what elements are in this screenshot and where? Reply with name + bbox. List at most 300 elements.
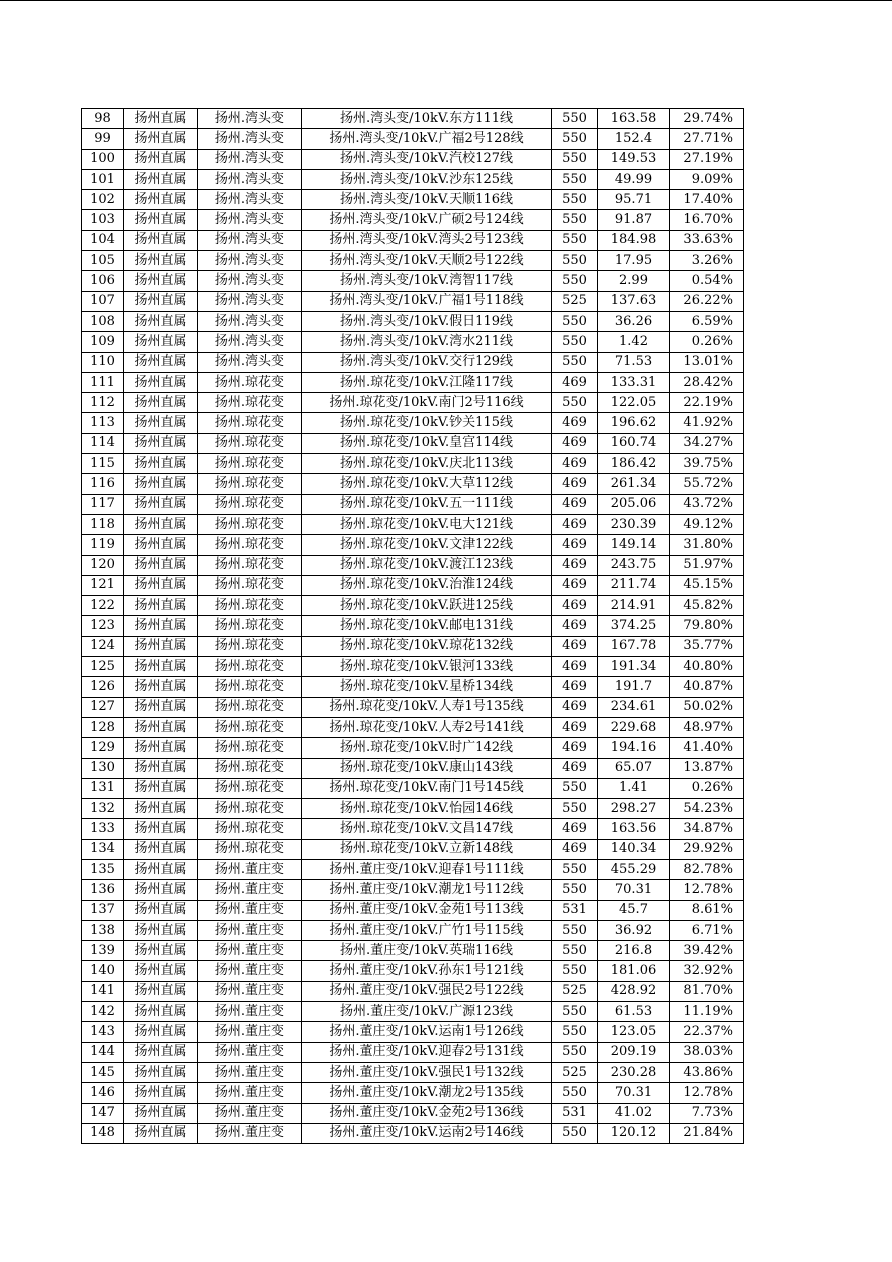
company-cell: 扬州直属 xyxy=(124,697,198,717)
substation-cell: 扬州.琼花变 xyxy=(198,494,302,514)
load-rate-cell: 29.74% xyxy=(670,109,744,129)
load-rate-cell: 12.78% xyxy=(670,880,744,900)
feeder-line-cell: 扬州.琼花变/10kV.江隆117线 xyxy=(302,372,552,392)
company-cell: 扬州直属 xyxy=(124,352,198,372)
load-value-cell: 230.28 xyxy=(598,1062,670,1082)
row-index-cell: 140 xyxy=(82,961,124,981)
substation-cell: 扬州.湾头变 xyxy=(198,291,302,311)
substation-cell: 扬州.琼花变 xyxy=(198,393,302,413)
load-rate-cell: 38.03% xyxy=(670,1042,744,1062)
load-rate-cell: 43.72% xyxy=(670,494,744,514)
company-cell: 扬州直属 xyxy=(124,169,198,189)
load-rate-cell: 6.71% xyxy=(670,920,744,940)
company-cell: 扬州直属 xyxy=(124,657,198,677)
table-row xyxy=(82,311,744,331)
feeder-line-cell: 扬州.琼花变/10kV.人寿1号135线 xyxy=(302,697,552,717)
table-row xyxy=(82,454,744,474)
company-cell: 扬州直属 xyxy=(124,1042,198,1062)
feeder-line-cell: 扬州.琼花变/10kV.电大121线 xyxy=(302,514,552,534)
company-cell: 扬州直属 xyxy=(124,372,198,392)
table-row xyxy=(82,393,744,413)
load-rate-cell: 0.26% xyxy=(670,332,744,352)
rated-capacity-cell: 550 xyxy=(552,1002,598,1022)
company-cell: 扬州直属 xyxy=(124,210,198,230)
feeder-line-cell: 扬州.琼花变/10kV.人寿2号141线 xyxy=(302,717,552,737)
row-index-cell: 143 xyxy=(82,1022,124,1042)
row-index-cell: 146 xyxy=(82,1083,124,1103)
substation-cell: 扬州.琼花变 xyxy=(198,514,302,534)
company-cell: 扬州直属 xyxy=(124,555,198,575)
load-value-cell: 234.61 xyxy=(598,697,670,717)
table-row xyxy=(82,190,744,210)
table-row xyxy=(82,758,744,778)
load-rate-cell: 17.40% xyxy=(670,190,744,210)
table-body xyxy=(82,109,744,1144)
table-row xyxy=(82,230,744,250)
load-value-cell: 196.62 xyxy=(598,413,670,433)
load-value-cell: 229.68 xyxy=(598,717,670,737)
company-cell: 扬州直属 xyxy=(124,616,198,636)
company-cell: 扬州直属 xyxy=(124,636,198,656)
substation-cell: 扬州.湾头变 xyxy=(198,332,302,352)
feeder-line-cell: 扬州.湾头变/10kV.交行129线 xyxy=(302,352,552,372)
table-row xyxy=(82,859,744,879)
table-row xyxy=(82,251,744,271)
load-value-cell: 1.41 xyxy=(598,778,670,798)
load-value-cell: 120.12 xyxy=(598,1123,670,1143)
substation-cell: 扬州.董庄变 xyxy=(198,880,302,900)
table-row xyxy=(82,900,744,920)
load-value-cell: 137.63 xyxy=(598,291,670,311)
load-rate-cell: 48.97% xyxy=(670,717,744,737)
load-value-cell: 181.06 xyxy=(598,961,670,981)
row-index-cell: 144 xyxy=(82,1042,124,1062)
feeder-line-cell: 扬州.琼花变/10kV.文津122线 xyxy=(302,535,552,555)
rated-capacity-cell: 550 xyxy=(552,129,598,149)
table-row xyxy=(82,535,744,555)
substation-cell: 扬州.董庄变 xyxy=(198,1022,302,1042)
substation-cell: 扬州.琼花变 xyxy=(198,799,302,819)
feeder-line-cell: 扬州.琼花变/10kV.庆北113线 xyxy=(302,454,552,474)
company-cell: 扬州直属 xyxy=(124,393,198,413)
company-cell: 扬州直属 xyxy=(124,961,198,981)
substation-cell: 扬州.董庄变 xyxy=(198,941,302,961)
rated-capacity-cell: 525 xyxy=(552,1062,598,1082)
row-index-cell: 110 xyxy=(82,352,124,372)
load-rate-cell: 41.40% xyxy=(670,738,744,758)
load-value-cell: 65.07 xyxy=(598,758,670,778)
rated-capacity-cell: 469 xyxy=(552,433,598,453)
rated-capacity-cell: 469 xyxy=(552,596,598,616)
substation-cell: 扬州.湾头变 xyxy=(198,271,302,291)
rated-capacity-cell: 469 xyxy=(552,616,598,636)
feeder-line-cell: 扬州.琼花变/10kV.钞关115线 xyxy=(302,413,552,433)
load-rate-cell: 81.70% xyxy=(670,981,744,1001)
load-value-cell: 41.02 xyxy=(598,1103,670,1123)
rated-capacity-cell: 550 xyxy=(552,169,598,189)
load-rate-cell: 40.80% xyxy=(670,657,744,677)
substation-cell: 扬州.湾头变 xyxy=(198,129,302,149)
row-index-cell: 99 xyxy=(82,129,124,149)
feeder-load-table xyxy=(81,108,744,1144)
load-value-cell: 428.92 xyxy=(598,981,670,1001)
substation-cell: 扬州.琼花变 xyxy=(198,474,302,494)
substation-cell: 扬州.琼花变 xyxy=(198,697,302,717)
feeder-line-cell: 扬州.琼花变/10kV.星桥134线 xyxy=(302,677,552,697)
feeder-line-cell: 扬州.湾头变/10kV.汽校127线 xyxy=(302,149,552,169)
load-value-cell: 133.31 xyxy=(598,372,670,392)
rated-capacity-cell: 550 xyxy=(552,1123,598,1143)
substation-cell: 扬州.琼花变 xyxy=(198,433,302,453)
load-value-cell: 36.26 xyxy=(598,311,670,331)
rated-capacity-cell: 550 xyxy=(552,1083,598,1103)
feeder-line-cell: 扬州.琼花变/10kV.大草112线 xyxy=(302,474,552,494)
feeder-line-cell: 扬州.湾头变/10kV.沙东125线 xyxy=(302,169,552,189)
row-index-cell: 109 xyxy=(82,332,124,352)
row-index-cell: 106 xyxy=(82,271,124,291)
company-cell: 扬州直属 xyxy=(124,413,198,433)
company-cell: 扬州直属 xyxy=(124,677,198,697)
row-index-cell: 136 xyxy=(82,880,124,900)
substation-cell: 扬州.董庄变 xyxy=(198,1103,302,1123)
substation-cell: 扬州.董庄变 xyxy=(198,1123,302,1143)
table-row xyxy=(82,920,744,940)
table-row xyxy=(82,372,744,392)
feeder-line-cell: 扬州.湾头变/10kV.天顺116线 xyxy=(302,190,552,210)
rated-capacity-cell: 469 xyxy=(552,454,598,474)
feeder-line-cell: 扬州.琼花变/10kV.银河133线 xyxy=(302,657,552,677)
table-row xyxy=(82,1042,744,1062)
substation-cell: 扬州.董庄变 xyxy=(198,1083,302,1103)
feeder-line-cell: 扬州.湾头变/10kV.广福1号118线 xyxy=(302,291,552,311)
rated-capacity-cell: 550 xyxy=(552,251,598,271)
rated-capacity-cell: 550 xyxy=(552,332,598,352)
rated-capacity-cell: 469 xyxy=(552,657,598,677)
row-index-cell: 101 xyxy=(82,169,124,189)
table-row xyxy=(82,596,744,616)
load-rate-cell: 45.82% xyxy=(670,596,744,616)
load-rate-cell: 7.73% xyxy=(670,1103,744,1123)
load-rate-cell: 79.80% xyxy=(670,616,744,636)
row-index-cell: 128 xyxy=(82,717,124,737)
feeder-line-cell: 扬州.董庄变/10kV.迎春2号131线 xyxy=(302,1042,552,1062)
row-index-cell: 137 xyxy=(82,900,124,920)
load-rate-cell: 27.71% xyxy=(670,129,744,149)
table-row xyxy=(82,778,744,798)
load-value-cell: 1.42 xyxy=(598,332,670,352)
substation-cell: 扬州.琼花变 xyxy=(198,636,302,656)
load-rate-cell: 26.22% xyxy=(670,291,744,311)
load-rate-cell: 27.19% xyxy=(670,149,744,169)
load-value-cell: 163.58 xyxy=(598,109,670,129)
substation-cell: 扬州.琼花变 xyxy=(198,758,302,778)
feeder-line-cell: 扬州.董庄变/10kV.金苑2号136线 xyxy=(302,1103,552,1123)
row-index-cell: 111 xyxy=(82,372,124,392)
company-cell: 扬州直属 xyxy=(124,799,198,819)
table-row xyxy=(82,1062,744,1082)
rated-capacity-cell: 469 xyxy=(552,677,598,697)
load-rate-cell: 3.26% xyxy=(670,251,744,271)
rated-capacity-cell: 550 xyxy=(552,880,598,900)
rated-capacity-cell: 469 xyxy=(552,839,598,859)
company-cell: 扬州直属 xyxy=(124,900,198,920)
load-rate-cell: 39.42% xyxy=(670,941,744,961)
rated-capacity-cell: 550 xyxy=(552,799,598,819)
company-cell: 扬州直属 xyxy=(124,1022,198,1042)
company-cell: 扬州直属 xyxy=(124,738,198,758)
substation-cell: 扬州.董庄变 xyxy=(198,1062,302,1082)
company-cell: 扬州直属 xyxy=(124,291,198,311)
table-row xyxy=(82,839,744,859)
feeder-line-cell: 扬州.董庄变/10kV.英瑞116线 xyxy=(302,941,552,961)
rated-capacity-cell: 469 xyxy=(552,819,598,839)
row-index-cell: 129 xyxy=(82,738,124,758)
load-rate-cell: 32.92% xyxy=(670,961,744,981)
row-index-cell: 123 xyxy=(82,616,124,636)
substation-cell: 扬州.琼花变 xyxy=(198,717,302,737)
substation-cell: 扬州.琼花变 xyxy=(198,819,302,839)
row-index-cell: 147 xyxy=(82,1103,124,1123)
substation-cell: 扬州.琼花变 xyxy=(198,616,302,636)
rated-capacity-cell: 550 xyxy=(552,859,598,879)
row-index-cell: 133 xyxy=(82,819,124,839)
table-row xyxy=(82,352,744,372)
load-value-cell: 95.71 xyxy=(598,190,670,210)
row-index-cell: 103 xyxy=(82,210,124,230)
feeder-line-cell: 扬州.琼花变/10kV.跃进125线 xyxy=(302,596,552,616)
load-value-cell: 191.34 xyxy=(598,657,670,677)
load-value-cell: 186.42 xyxy=(598,454,670,474)
company-cell: 扬州直属 xyxy=(124,474,198,494)
row-index-cell: 126 xyxy=(82,677,124,697)
feeder-line-cell: 扬州.琼花变/10kV.文昌147线 xyxy=(302,819,552,839)
load-value-cell: 152.4 xyxy=(598,129,670,149)
feeder-line-cell: 扬州.湾头变/10kV.天顺2号122线 xyxy=(302,251,552,271)
load-rate-cell: 8.61% xyxy=(670,900,744,920)
load-value-cell: 140.34 xyxy=(598,839,670,859)
row-index-cell: 104 xyxy=(82,230,124,250)
rated-capacity-cell: 469 xyxy=(552,717,598,737)
load-value-cell: 191.7 xyxy=(598,677,670,697)
company-cell: 扬州直属 xyxy=(124,311,198,331)
rated-capacity-cell: 550 xyxy=(552,109,598,129)
row-index-cell: 105 xyxy=(82,251,124,271)
load-value-cell: 91.87 xyxy=(598,210,670,230)
load-rate-cell: 22.19% xyxy=(670,393,744,413)
rated-capacity-cell: 550 xyxy=(552,311,598,331)
rated-capacity-cell: 550 xyxy=(552,190,598,210)
load-value-cell: 205.06 xyxy=(598,494,670,514)
table-row xyxy=(82,880,744,900)
load-rate-cell: 45.15% xyxy=(670,575,744,595)
substation-cell: 扬州.董庄变 xyxy=(198,900,302,920)
row-index-cell: 112 xyxy=(82,393,124,413)
row-index-cell: 117 xyxy=(82,494,124,514)
rated-capacity-cell: 469 xyxy=(552,575,598,595)
row-index-cell: 142 xyxy=(82,1002,124,1022)
load-value-cell: 163.56 xyxy=(598,819,670,839)
table-row xyxy=(82,1103,744,1123)
table-row xyxy=(82,109,744,129)
row-index-cell: 120 xyxy=(82,555,124,575)
company-cell: 扬州直属 xyxy=(124,981,198,1001)
substation-cell: 扬州.琼花变 xyxy=(198,839,302,859)
load-value-cell: 123.05 xyxy=(598,1022,670,1042)
load-rate-cell: 54.23% xyxy=(670,799,744,819)
row-index-cell: 102 xyxy=(82,190,124,210)
company-cell: 扬州直属 xyxy=(124,1083,198,1103)
company-cell: 扬州直属 xyxy=(124,717,198,737)
company-cell: 扬州直属 xyxy=(124,230,198,250)
table-row xyxy=(82,1002,744,1022)
row-index-cell: 98 xyxy=(82,109,124,129)
feeder-line-cell: 扬州.琼花变/10kV.时广142线 xyxy=(302,738,552,758)
row-index-cell: 114 xyxy=(82,433,124,453)
load-value-cell: 214.91 xyxy=(598,596,670,616)
feeder-line-cell: 扬州.董庄变/10kV.广竹1号115线 xyxy=(302,920,552,940)
row-index-cell: 116 xyxy=(82,474,124,494)
company-cell: 扬州直属 xyxy=(124,839,198,859)
substation-cell: 扬州.琼花变 xyxy=(198,413,302,433)
feeder-line-cell: 扬州.董庄变/10kV.运南2号146线 xyxy=(302,1123,552,1143)
substation-cell: 扬州.董庄变 xyxy=(198,981,302,1001)
substation-cell: 扬州.琼花变 xyxy=(198,778,302,798)
load-value-cell: 149.14 xyxy=(598,535,670,555)
company-cell: 扬州直属 xyxy=(124,433,198,453)
rated-capacity-cell: 525 xyxy=(552,981,598,1001)
feeder-line-cell: 扬州.琼花变/10kV.邮电131线 xyxy=(302,616,552,636)
row-index-cell: 135 xyxy=(82,859,124,879)
table-row xyxy=(82,555,744,575)
table-row xyxy=(82,799,744,819)
table-row xyxy=(82,433,744,453)
load-value-cell: 167.78 xyxy=(598,636,670,656)
company-cell: 扬州直属 xyxy=(124,880,198,900)
load-value-cell: 71.53 xyxy=(598,352,670,372)
table-row xyxy=(82,677,744,697)
table-row xyxy=(82,961,744,981)
feeder-line-cell: 扬州.董庄变/10kV.金苑1号113线 xyxy=(302,900,552,920)
rated-capacity-cell: 550 xyxy=(552,271,598,291)
load-value-cell: 230.39 xyxy=(598,514,670,534)
table-row xyxy=(82,941,744,961)
load-rate-cell: 21.84% xyxy=(670,1123,744,1143)
substation-cell: 扬州.湾头变 xyxy=(198,210,302,230)
table-row xyxy=(82,1123,744,1143)
table-row xyxy=(82,819,744,839)
load-value-cell: 49.99 xyxy=(598,169,670,189)
feeder-line-cell: 扬州.湾头变/10kV.湾头2号123线 xyxy=(302,230,552,250)
load-rate-cell: 13.01% xyxy=(670,352,744,372)
load-rate-cell: 39.75% xyxy=(670,454,744,474)
row-index-cell: 125 xyxy=(82,657,124,677)
company-cell: 扬州直属 xyxy=(124,758,198,778)
substation-cell: 扬州.琼花变 xyxy=(198,657,302,677)
company-cell: 扬州直属 xyxy=(124,514,198,534)
table-row xyxy=(82,291,744,311)
row-index-cell: 127 xyxy=(82,697,124,717)
rated-capacity-cell: 531 xyxy=(552,900,598,920)
feeder-line-cell: 扬州.湾头变/10kV.湾智117线 xyxy=(302,271,552,291)
substation-cell: 扬州.湾头变 xyxy=(198,352,302,372)
table-row xyxy=(82,575,744,595)
company-cell: 扬州直属 xyxy=(124,454,198,474)
load-value-cell: 61.53 xyxy=(598,1002,670,1022)
table-row xyxy=(82,1022,744,1042)
row-index-cell: 118 xyxy=(82,514,124,534)
load-value-cell: 45.7 xyxy=(598,900,670,920)
substation-cell: 扬州.湾头变 xyxy=(198,149,302,169)
substation-cell: 扬州.董庄变 xyxy=(198,859,302,879)
row-index-cell: 141 xyxy=(82,981,124,1001)
feeder-line-cell: 扬州.琼花变/10kV.五一111线 xyxy=(302,494,552,514)
company-cell: 扬州直属 xyxy=(124,1123,198,1143)
substation-cell: 扬州.董庄变 xyxy=(198,920,302,940)
row-index-cell: 107 xyxy=(82,291,124,311)
load-value-cell: 184.98 xyxy=(598,230,670,250)
substation-cell: 扬州.琼花变 xyxy=(198,677,302,697)
load-rate-cell: 51.97% xyxy=(670,555,744,575)
company-cell: 扬州直属 xyxy=(124,859,198,879)
rated-capacity-cell: 550 xyxy=(552,1022,598,1042)
table-row xyxy=(82,738,744,758)
company-cell: 扬州直属 xyxy=(124,778,198,798)
feeder-line-cell: 扬州.董庄变/10kV.强民1号132线 xyxy=(302,1062,552,1082)
feeder-line-cell: 扬州.董庄变/10kV.广源123线 xyxy=(302,1002,552,1022)
rated-capacity-cell: 469 xyxy=(552,494,598,514)
substation-cell: 扬州.董庄变 xyxy=(198,961,302,981)
load-rate-cell: 41.92% xyxy=(670,413,744,433)
rated-capacity-cell: 469 xyxy=(552,555,598,575)
load-rate-cell: 28.42% xyxy=(670,372,744,392)
table-row xyxy=(82,494,744,514)
substation-cell: 扬州.琼花变 xyxy=(198,575,302,595)
load-rate-cell: 16.70% xyxy=(670,210,744,230)
row-index-cell: 131 xyxy=(82,778,124,798)
company-cell: 扬州直属 xyxy=(124,941,198,961)
row-index-cell: 100 xyxy=(82,149,124,169)
feeder-line-cell: 扬州.琼花变/10kV.南门1号145线 xyxy=(302,778,552,798)
load-value-cell: 17.95 xyxy=(598,251,670,271)
rated-capacity-cell: 469 xyxy=(552,738,598,758)
load-rate-cell: 31.80% xyxy=(670,535,744,555)
table-row xyxy=(82,474,744,494)
row-index-cell: 145 xyxy=(82,1062,124,1082)
load-rate-cell: 34.87% xyxy=(670,819,744,839)
substation-cell: 扬州.董庄变 xyxy=(198,1002,302,1022)
feeder-line-cell: 扬州.琼花变/10kV.康山143线 xyxy=(302,758,552,778)
row-index-cell: 121 xyxy=(82,575,124,595)
feeder-line-cell: 扬州.湾头变/10kV.广福2号128线 xyxy=(302,129,552,149)
substation-cell: 扬州.琼花变 xyxy=(198,555,302,575)
rated-capacity-cell: 469 xyxy=(552,514,598,534)
substation-cell: 扬州.琼花变 xyxy=(198,454,302,474)
row-index-cell: 130 xyxy=(82,758,124,778)
feeder-line-cell: 扬州.琼花变/10kV.南门2号116线 xyxy=(302,393,552,413)
load-value-cell: 149.53 xyxy=(598,149,670,169)
load-rate-cell: 40.87% xyxy=(670,677,744,697)
load-rate-cell: 33.63% xyxy=(670,230,744,250)
feeder-line-cell: 扬州.董庄变/10kV.潮龙2号135线 xyxy=(302,1083,552,1103)
substation-cell: 扬州.琼花变 xyxy=(198,372,302,392)
load-value-cell: 216.8 xyxy=(598,941,670,961)
table-row xyxy=(82,981,744,1001)
rated-capacity-cell: 469 xyxy=(552,636,598,656)
table-row xyxy=(82,717,744,737)
company-cell: 扬州直属 xyxy=(124,596,198,616)
table-row xyxy=(82,636,744,656)
substation-cell: 扬州.湾头变 xyxy=(198,169,302,189)
